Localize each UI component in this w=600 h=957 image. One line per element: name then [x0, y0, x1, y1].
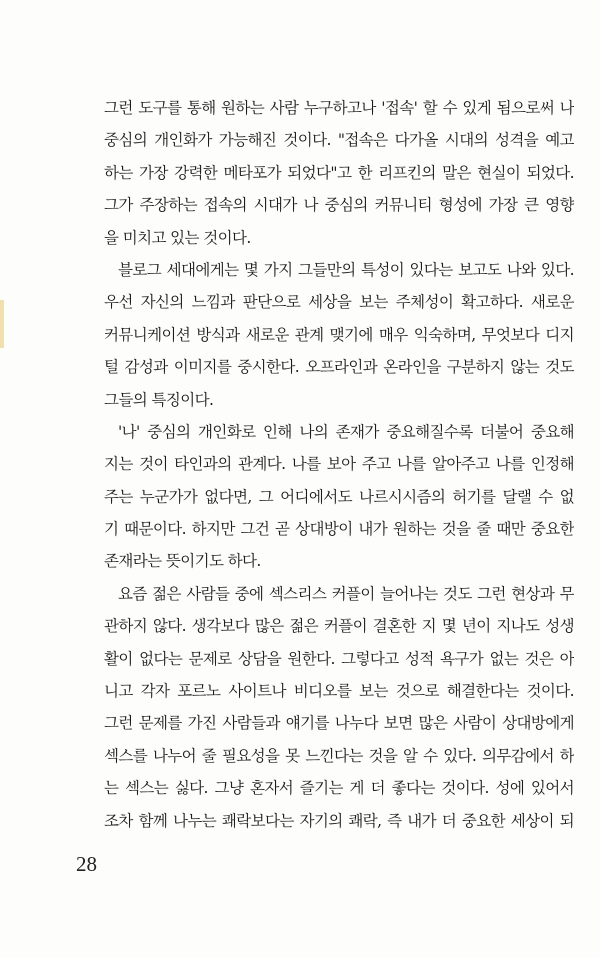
text-line: 그들의 특징이다. [104, 390, 214, 409]
text-line: 는 섹스는 싫다. 그냥 혼자서 즐기는 게 더 좋다는 것이다. 성에 있어서 [104, 779, 574, 798]
text-line: 요즘 젊은 사람들 중에 섹스리스 커플이 늘어나는 것도 그런 현상과 무 [118, 584, 574, 603]
text-line: 활이 없다는 문제로 상담을 원한다. 그렇다고 성적 욕구가 없는 것은 아 [104, 649, 574, 668]
text-line: 그가 주장하는 접속의 시대가 나 중심의 커뮤니티 형성에 가장 큰 영향 [104, 196, 574, 215]
text-line: 지는 것이 타인과의 관계다. 나를 보아 주고 나를 알아주고 나를 인정해 [104, 455, 574, 474]
text-line: 털 감성과 이미지를 중시한다. 오프라인과 온라인을 구분하지 않는 것도 [104, 358, 574, 377]
text-line: 그런 도구를 통해 원하는 사람 누구하고나 '접속' 할 수 있게 됨으로써 나 [104, 99, 574, 117]
text-line: 을 미치고 있는 것이다. [104, 228, 251, 247]
text-line: 우선 자신의 느낌과 판단으로 세상을 보는 주체성이 확고하다. 새로운 [104, 293, 574, 312]
text-line: 중심의 개인화가 가능해진 것이다. "접속은 다가올 시대의 성격을 예고 [104, 131, 574, 150]
text-line: '나' 중심의 개인화로 인해 나의 존재가 중요해질수록 더불어 중요해 [118, 422, 574, 441]
text-line: 조차 함께 나누는 쾌락보다는 자기의 쾌락, 즉 내가 더 중요한 세상이 되 [104, 811, 574, 830]
text-line: 관하지 않다. 생각보다 많은 젊은 커플이 결혼한 지 몇 년이 지나도 성생 [104, 617, 574, 636]
text-line: 기 때문이다. 하지만 그건 곧 상대방이 내가 원하는 것을 줄 때만 중요한 [104, 520, 574, 539]
text-line: 존재라는 뜻이기도 하다. [104, 552, 261, 571]
text-line: 하는 가장 강력한 메타포가 되었다"고 한 리프킨의 말은 현실이 되었다. [104, 163, 574, 182]
page-edge-mark [0, 300, 4, 348]
text-line: 주는 누군가가 없다면, 그 어디에서도 나르시시즘의 허기를 달랠 수 없 [104, 487, 574, 506]
page-number: 28 [76, 852, 97, 876]
text-line: 커뮤니케이션 방식과 새로운 관계 맺기에 매우 익숙하며, 무엇보다 디지 [104, 325, 574, 344]
text-line: 그런 문제를 가진 사람들과 얘기를 나누다 보면 많은 사람이 상대방에게 [104, 714, 574, 733]
body-text [104, 92, 574, 837]
text-line: 블로그 세대에게는 몇 가지 그들만의 특성이 있다는 보고도 나와 있다. [118, 260, 574, 279]
text-line: 섹스를 나누어 줄 필요성을 못 느낀다는 것을 알 수 있다. 의무감에서 하 [104, 746, 574, 765]
text-line: 니고 각자 포르노 사이트나 비디오를 보는 것으로 해결한다는 것이다. [104, 682, 574, 701]
